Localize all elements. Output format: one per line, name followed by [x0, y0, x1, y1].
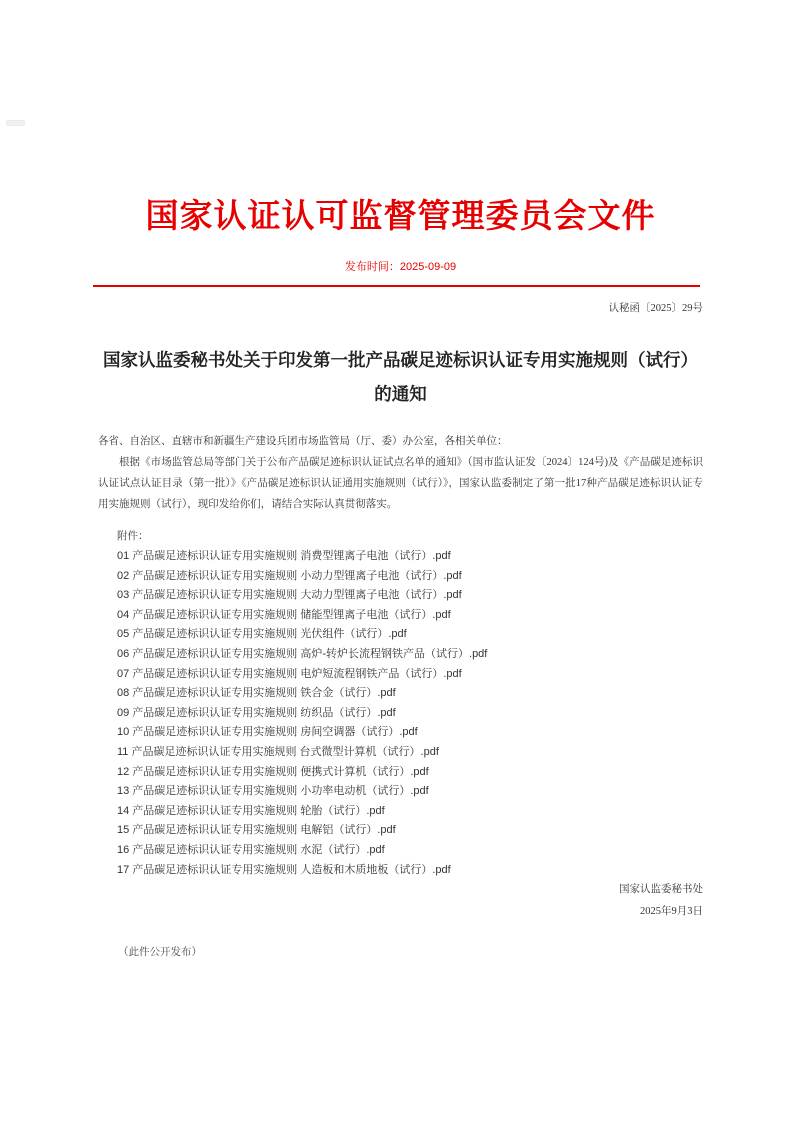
attachment-link[interactable]: 07 产品碳足迹标识认证专用实施规则 电炉短流程钢铁产品（试行）.pdf	[117, 667, 462, 680]
issuer-name: 国家认监委秘书处	[619, 884, 703, 896]
notice-title-line2: 的通知	[374, 384, 427, 404]
issue-date: 2025年9月3日	[640, 906, 703, 918]
attachments-label: 附件：	[117, 531, 149, 542]
attachment-link[interactable]: 11 产品碳足迹标识认证专用实施规则 台式微型计算机（试行）.pdf	[117, 745, 439, 758]
notice-title-line1: 国家认监委秘书处关于印发第一批产品碳足迹标识认证专用实施规则（试行）	[103, 350, 698, 370]
document-number: 认秘函〔2025〕29号	[608, 303, 703, 314]
attachment-link[interactable]: 04 产品碳足迹标识认证专用实施规则 储能型锂离子电池（试行）.pdf	[117, 608, 451, 621]
document-header-title: 国家认证认可监督管理委员会文件	[145, 199, 656, 235]
attachment-link[interactable]: 16 产品碳足迹标识认证专用实施规则 水泥（试行）.pdf	[117, 843, 385, 856]
attachment-link[interactable]: 05 产品碳足迹标识认证专用实施规则 光伏组件（试行）.pdf	[117, 628, 407, 641]
salutation: 各省、自治区、直辖市和新疆生产建设兵团市场监管局（厅、委）办公室，各相关单位：	[98, 436, 508, 447]
publish-date: 发布时间：2025-09-09	[344, 261, 457, 273]
header-divider	[93, 285, 700, 287]
attachment-link[interactable]: 02 产品碳足迹标识认证专用实施规则 小动力型锂离子电池（试行）.pdf	[117, 569, 462, 582]
attachment-link[interactable]: 03 产品碳足迹标识认证专用实施规则 大动力型锂离子电池（试行）.pdf	[117, 589, 462, 602]
body-paragraph: 根据《市场监管总局等部门关于公布产品碳足迹标识认证试点名单的通知》（国市监认证发〔2024〕124号)及《产品碳足迹标识认证试点认证目录（第一批）》《产品碳足迹标识认证通用实施规则（试行）》，国家认监委制定了第一批17种产品碳足迹标识认证专用实施规则（试行），现印发给你们，请结合实际认真贯彻落实。	[98, 457, 703, 510]
attachment-link[interactable]: 13 产品碳足迹标识认证专用实施规则 小功率电动机（试行）.pdf	[117, 785, 429, 798]
attachment-link[interactable]: 06 产品碳足迹标识认证专用实施规则 高炉-转炉长流程钢铁产品（试行）.pdf	[117, 647, 488, 660]
attachment-link[interactable]: 17 产品碳足迹标识认证专用实施规则 人造板和木质地板（试行）.pdf	[117, 863, 451, 876]
document-content	[98, 0, 703, 961]
attachment-link[interactable]: 12 产品碳足迹标识认证专用实施规则 便携式计算机（试行）.pdf	[117, 765, 429, 778]
attachment-link[interactable]: 15 产品碳足迹标识认证专用实施规则 电解铝（试行）.pdf	[117, 824, 396, 837]
ui-artifact-dash	[6, 120, 25, 126]
attachment-link[interactable]: 09 产品碳足迹标识认证专用实施规则 纺织品（试行）.pdf	[117, 706, 396, 719]
attachment-list	[117, 547, 703, 880]
attachment-link[interactable]: 14 产品碳足迹标识认证专用实施规则 轮胎（试行）.pdf	[117, 804, 385, 817]
public-release-note: （此件公开发布）	[118, 947, 202, 959]
attachment-link[interactable]: 01 产品碳足迹标识认证专用实施规则 消费型锂离子电池（试行）.pdf	[117, 550, 451, 562]
notice-title	[98, 343, 703, 411]
attachment-link[interactable]: 10 产品碳足迹标识认证专用实施规则 房间空调器（试行）.pdf	[117, 726, 418, 739]
attachment-link[interactable]: 08 产品碳足迹标识认证专用实施规则 铁合金（试行）.pdf	[117, 687, 396, 700]
